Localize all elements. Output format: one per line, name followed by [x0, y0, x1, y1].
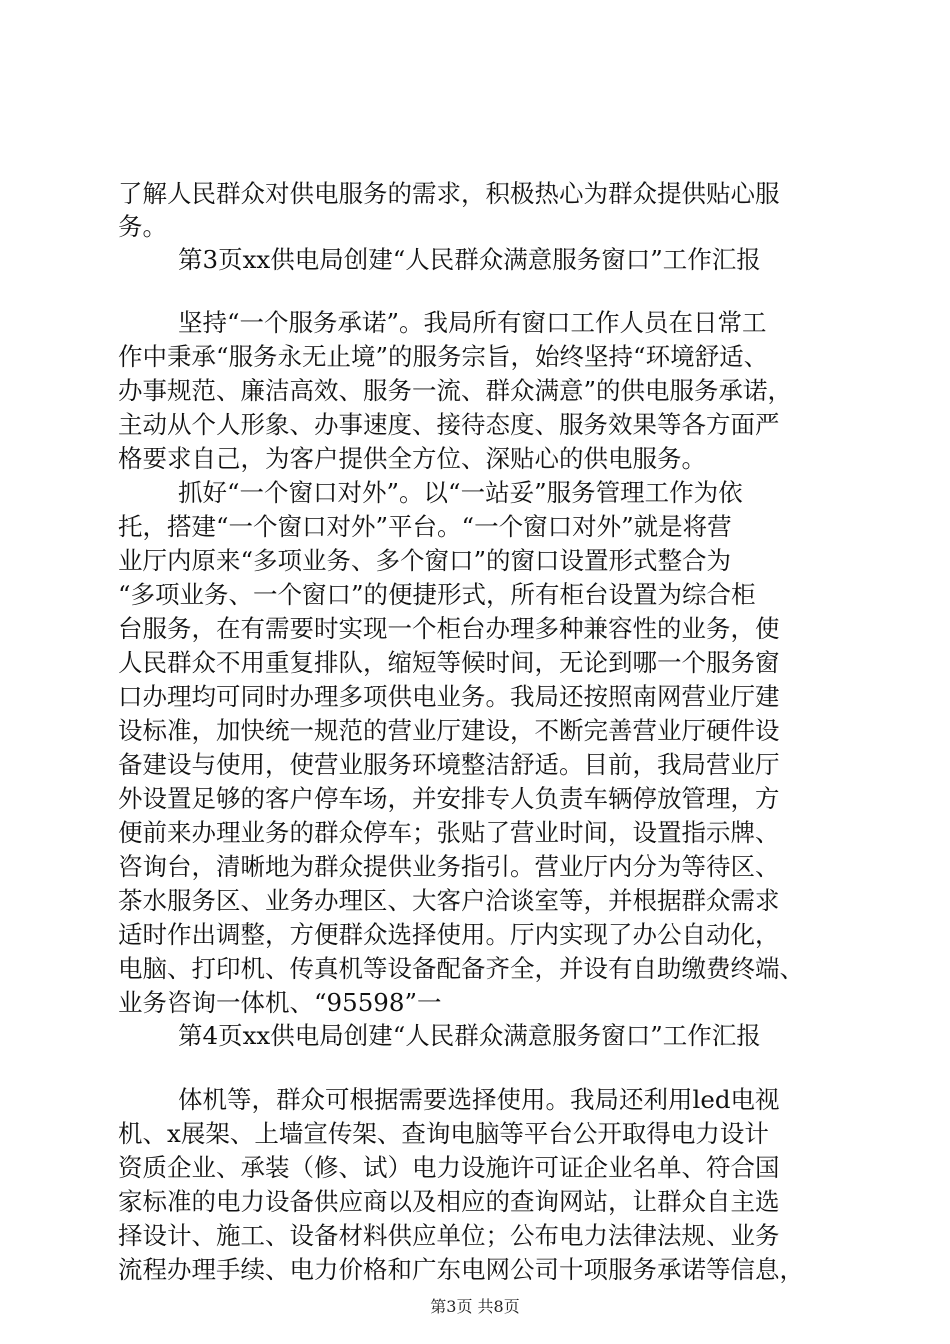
page-header-line: 第4页xx供电局创建“人民群众满意服务窗口”工作汇报 [178, 1021, 761, 1050]
text-line: 格要求自己，为客户提供全方位、深贴心的供电服务。 [118, 444, 706, 473]
text-line: 托，搭建“一个窗口对外”平台。“一个窗口对外”就是将营 [118, 512, 732, 541]
text-line: 资质企业、承装（修、试）电力设施许可证企业名单、符合国 [118, 1153, 780, 1182]
text-line: 办事规范、廉洁高效、服务一流、群众满意”的供电服务承诺， [118, 376, 793, 405]
text-line: 备建设与使用，使营业服务环境整洁舒适。目前，我局营业厅 [118, 750, 780, 779]
text-line: 电脑、打印机、传真机等设备配备齐全，并设有自助缴费终端、 [118, 954, 804, 983]
text-line: 坚持“一个服务承诺”。我局所有窗口工作人员在日常工 [178, 308, 767, 337]
text-line: 咨询台，清晰地为群众提供业务指引。营业厅内分为等待区、 [118, 852, 780, 881]
text-line: 务。 [118, 212, 167, 241]
text-line: 人民群众不用重复排队，缩短等候时间，无论到哪一个服务窗 [118, 648, 780, 677]
text-line: 家标准的电力设备供应商以及相应的查询网站，让群众自主选 [118, 1187, 780, 1216]
text-line: 业务咨询一体机、“95598”一 [118, 988, 442, 1017]
text-line: 主动从个人形象、办事速度、接待态度、服务效果等各方面严 [118, 410, 780, 439]
page-header-line: 第3页xx供电局创建“人民群众满意服务窗口”工作汇报 [178, 245, 761, 274]
text-line: 流程办理手续、电力价格和广东电网公司十项服务承诺等信息， [118, 1255, 804, 1284]
text-line: 口办理均可同时办理多项供电业务。我局还按照南网营业厅建 [118, 682, 780, 711]
text-line: 作中秉承“服务永无止境”的服务宗旨，始终坚持“环境舒适、 [118, 342, 769, 371]
text-line: 便前来办理业务的群众停车；张贴了营业时间，设置指示牌、 [118, 818, 780, 847]
text-line: 台服务，在有需要时实现一个柜台办理多种兼容性的业务，使 [118, 614, 780, 643]
text-line: 了解人民群众对供电服务的需求，积极热心为群众提供贴心服 [118, 179, 780, 208]
text-line: 业厅内原来“多项业务、多个窗口”的窗口设置形式整合为 [118, 546, 732, 575]
text-line: “多项业务、一个窗口”的便捷形式，所有柜台设置为综合柜 [118, 580, 756, 609]
text-line: 茶水服务区、业务办理区、大客户洽谈室等，并根据群众需求 [118, 886, 780, 915]
text-line: 设标准，加快统一规范的营业厅建设，不断完善营业厅硬件设 [118, 716, 780, 745]
page-footer: 第3页 共8页 [430, 1297, 520, 1316]
text-line: 择设计、施工、设备材料供应单位；公布电力法律法规、业务 [118, 1221, 780, 1250]
text-line: 机、x展架、上墙宣传架、查询电脑等平台公开取得电力设计 [118, 1119, 769, 1148]
text-line: 适时作出调整，方便群众选择使用。厅内实现了办公自动化， [118, 920, 780, 949]
text-line: 抓好“一个窗口对外”。以“一站妥”服务管理工作为依 [178, 478, 743, 507]
text-line: 外设置足够的客户停车场，并安排专人负责车辆停放管理，方 [118, 784, 780, 813]
text-line: 体机等，群众可根据需要选择使用。我局还利用led电视 [178, 1085, 780, 1114]
